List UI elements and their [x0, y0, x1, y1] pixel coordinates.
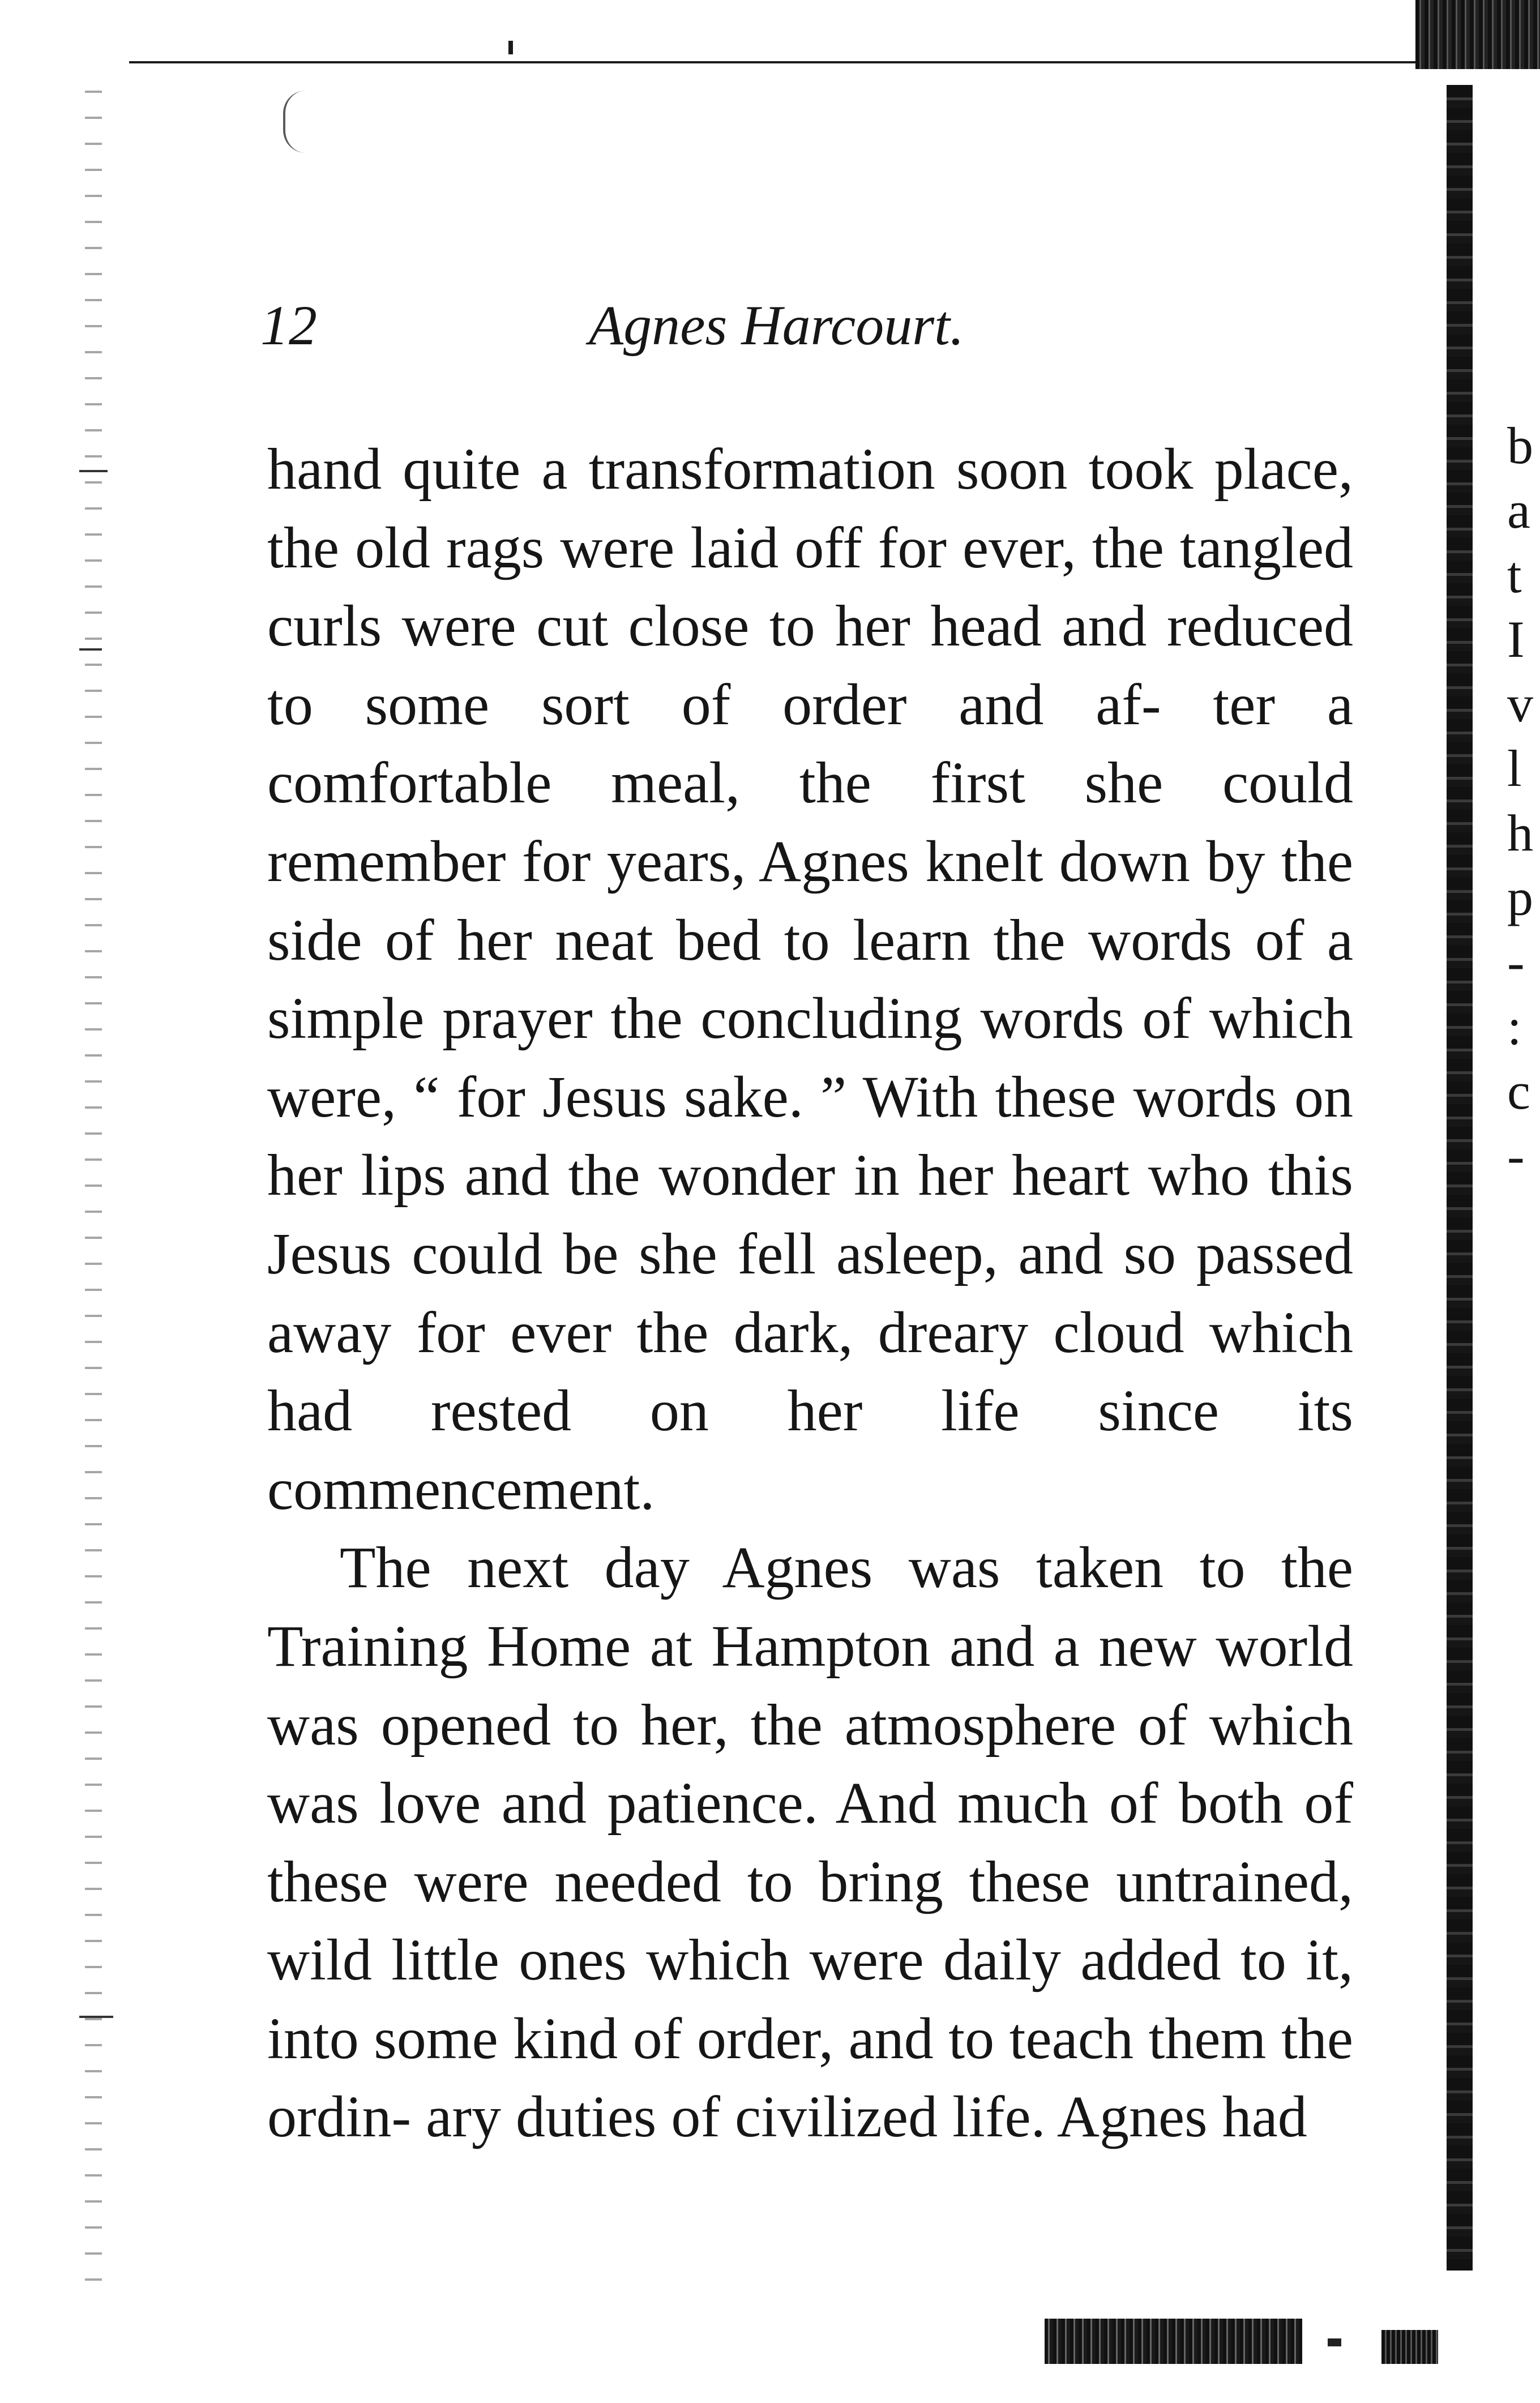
facing-letter: I [1507, 610, 1525, 668]
facing-letter: v [1507, 675, 1533, 733]
facing-letter: a [1507, 481, 1530, 539]
facing-letter: h [1507, 804, 1533, 862]
top-tick-mark [508, 41, 513, 54]
pencil-scribble [283, 91, 325, 153]
paragraph: The next day Agnes was taken to the Training Home at Hampton and a new world was opened to her, the atmosphere of which was love and patience. And much of both of these were needed to bring these untrained, wild little ones which were daily added to it, into some kind of order, and to teach them the ordin- ary duties of civilized life. Agnes had [267, 1535, 1353, 2150]
facing-letter: t [1507, 546, 1522, 604]
paragraph: hand quite a transformation soon took place, the old rags were laid off for ever, the tangled curls were cut close to her head and reduced to some sort of order and af- ter a comfortable meal, the first she could remember for years, Agnes knelt down by the side of her neat bed to learn the words of a simple prayer the concluding words of which were, “ for Jesus sake. ” With these words on her lips and the wonder in her heart who this Jesus could be she fell asleep, and so passed away for ever the dark, dreary cloud which had rested on her life since its commencement. [267, 437, 1353, 1522]
body-text [267, 430, 1353, 2157]
facing-letter: - [1507, 1127, 1525, 1185]
facing-letter: l [1507, 739, 1522, 797]
top-rule [129, 61, 1437, 63]
binding-shadow-bar [1447, 85, 1473, 2271]
page-number: 12 [260, 294, 317, 357]
scan-smudge-bottom-small [1328, 2338, 1341, 2346]
scan-smudge-bottom [1045, 2319, 1302, 2364]
facing-letter: - [1507, 933, 1525, 991]
facing-letter: b [1507, 417, 1533, 474]
left-margin-mark [79, 2016, 113, 2018]
left-margin-mark [79, 470, 108, 472]
facing-page-fragment [1507, 413, 1540, 1188]
left-margin-specks [85, 91, 102, 2299]
facing-letter: p [1507, 869, 1533, 926]
running-title: Agnes Harcourt. [589, 294, 964, 357]
left-margin-mark [79, 648, 102, 651]
scan-smudge-top-right [1415, 0, 1540, 69]
running-header [260, 286, 1110, 365]
facing-letter: c [1507, 1062, 1530, 1120]
facing-letter: : [1507, 998, 1522, 1055]
scan-smudge-bottom-right [1381, 2330, 1438, 2364]
